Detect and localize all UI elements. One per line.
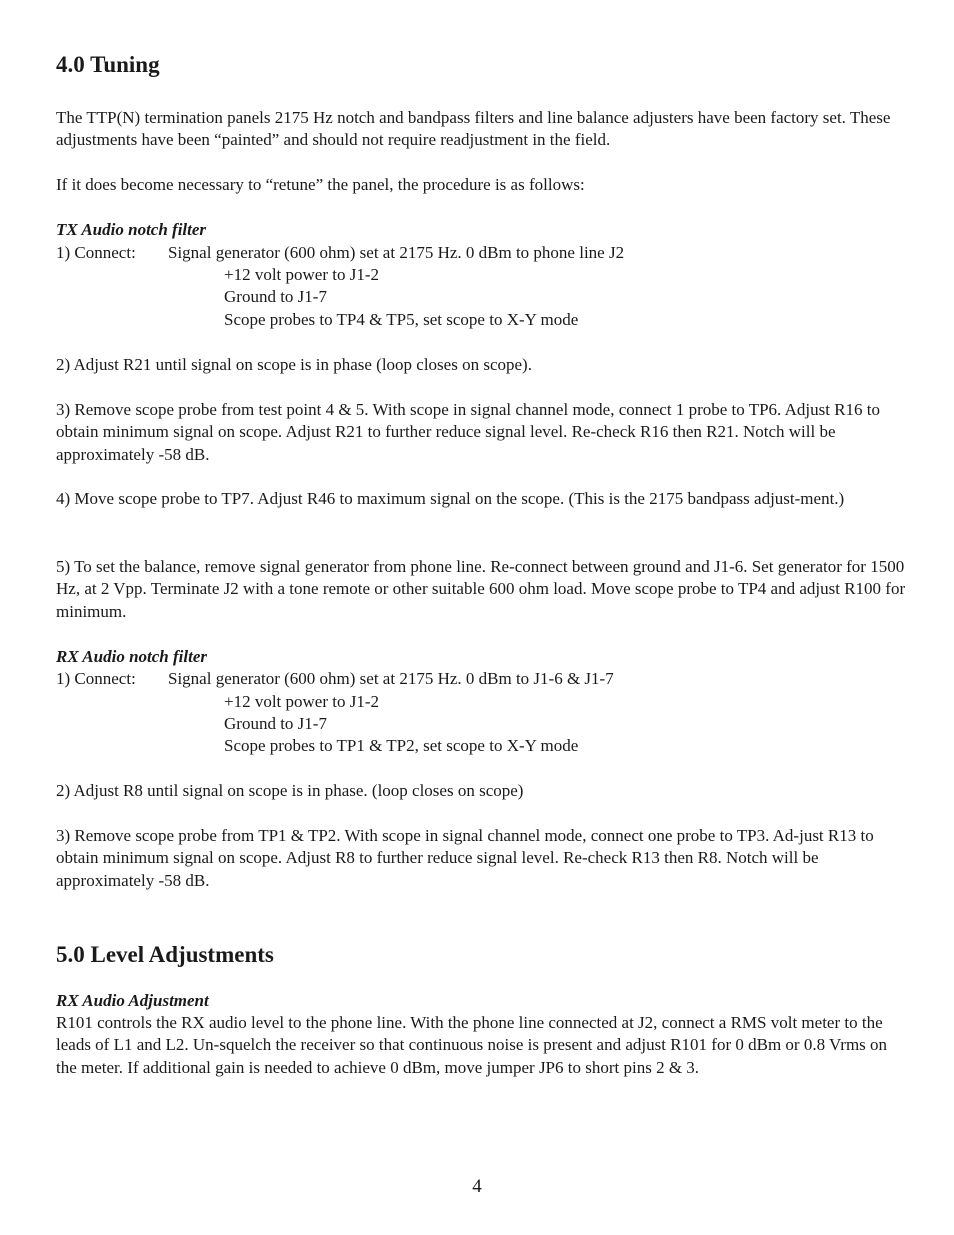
tx-connect-row <box>56 242 624 264</box>
rx-notch-subheading: RX Audio notch filter <box>56 647 207 666</box>
rx-connect-row <box>56 668 614 690</box>
rx-connect-line: Scope probes to TP1 & TP2, set scope to X-Y mode <box>224 736 579 755</box>
rx-connect-first: Signal generator (600 ohm) set at 2175 Hz. 0 dBm to J1-6 & J1-7 <box>168 669 614 688</box>
tx-connect-label: 1) Connect: <box>56 243 136 262</box>
rx-connect-label: 1) Connect: <box>56 669 136 688</box>
rx-audio-adjustment-subheading: RX Audio Adjustment <box>56 991 209 1010</box>
rx-audio-adjustment-body: R101 controls the RX audio level to the phone line. With the phone line connected at J2, connect a RMS volt meter to the leads of L1 and L2. Un-squelch the receiver so that continuous noise is present and adjust R101 for 0 dBm or 0.8 Vrms on the meter. If additional gain is needed to achieve 0 dBm, move jumper JP6 to short pins 2 & 3. <box>56 1013 888 1077</box>
tuning-intro-paragraph: The TTP(N) termination panels 2175 Hz notch and bandpass filters and line balance adjusters have been factory set. These adjustments have been “painted” and should not require readjustment in the field. <box>56 108 891 150</box>
page-number: 4 <box>472 1176 482 1197</box>
rx-connect-line: Ground to J1-7 <box>224 714 327 733</box>
tx-connect-line: Ground to J1-7 <box>224 287 327 306</box>
rx-connect-line: +12 volt power to J1-2 <box>224 692 380 711</box>
tx-step-3: 3) Remove scope probe from test point 4 & 5. With scope in signal channel mode, connect 1 probe to TP6. Adjust R16 to obtain minimum signal on scope. Adjust R21 to further reduce signal level. Re-check R16 then R21. Notch will be approximately -58 dB. <box>56 400 881 464</box>
tx-step-5: 5) To set the balance, remove signal generator from phone line. Re-connect between ground and J1-6. Set generator for 1500 Hz, at 2 Vpp. Terminate J2 with a tone remote or other suitable 600 ohm load. Move scope probe to TP4 and adjust R100 for minimum. <box>56 557 906 621</box>
tuning-intro2-paragraph: If it does become necessary to “retune” the panel, the procedure is as follows: <box>56 175 585 194</box>
tx-step-2: 2) Adjust R21 until signal on scope is in phase (loop closes on scope). <box>56 355 532 374</box>
tx-connect-line: Scope probes to TP4 & TP5, set scope to X-Y mode <box>224 310 579 329</box>
section-heading-tuning: 4.0 Tuning <box>56 52 160 77</box>
section-heading-level-adjustments: 5.0 Level Adjustments <box>56 942 274 967</box>
tx-step-4: 4) Move scope probe to TP7. Adjust R46 to maximum signal on the scope. (This is the 2175 bandpass adjust-ment.) <box>56 489 845 508</box>
rx-step-3: 3) Remove scope probe from TP1 & TP2. With scope in signal channel mode, connect one probe to TP3. Ad-just R13 to obtain minimum signal on scope. Adjust R8 to further reduce signal level. Re-check R13 then R8. Notch will be approximately -58 dB. <box>56 826 874 890</box>
tx-connect-first: Signal generator (600 ohm) set at 2175 Hz. 0 dBm to phone line J2 <box>168 243 625 262</box>
tx-connect-line: +12 volt power to J1-2 <box>224 265 380 284</box>
rx-step-2: 2) Adjust R8 until signal on scope is in phase. (loop closes on scope) <box>56 781 524 800</box>
tx-notch-subheading: TX Audio notch filter <box>56 220 207 239</box>
